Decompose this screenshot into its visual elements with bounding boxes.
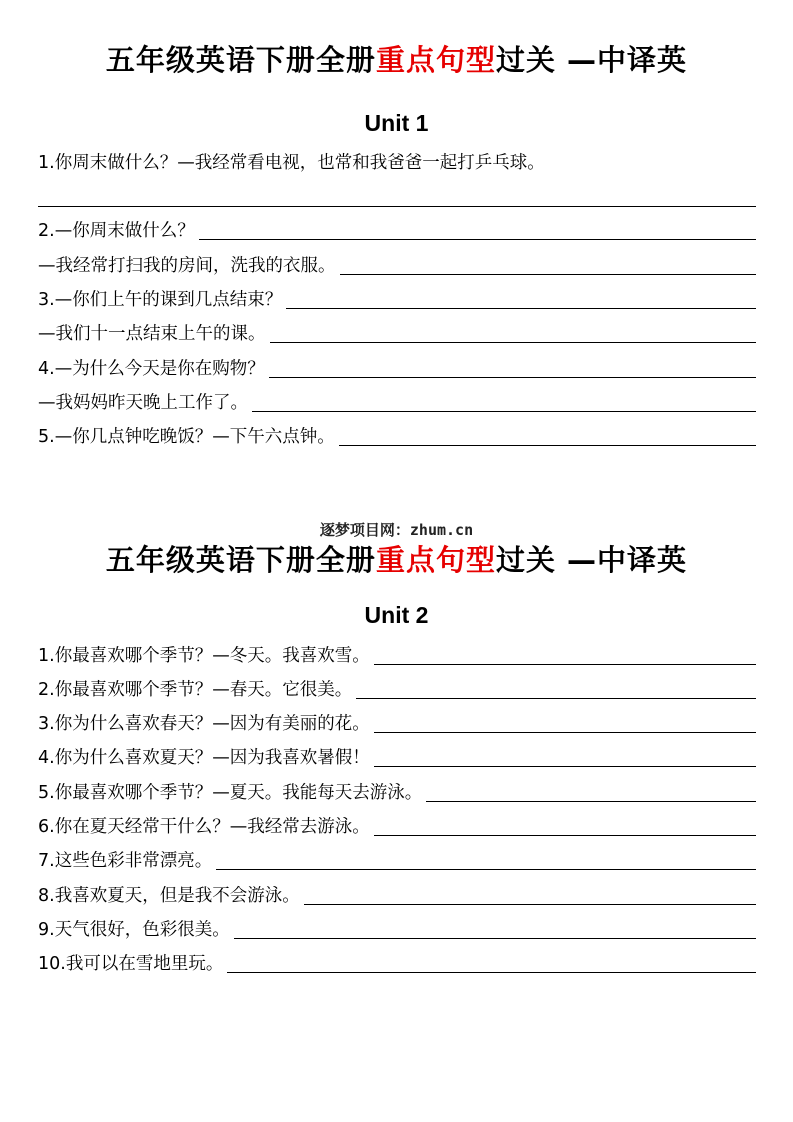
- answer-line[interactable]: [356, 698, 756, 699]
- question-row: [38, 712, 756, 734]
- answer-line[interactable]: [269, 377, 756, 378]
- answer-line[interactable]: [374, 664, 756, 665]
- answer-line[interactable]: [339, 445, 756, 446]
- answer-line[interactable]: [426, 801, 756, 802]
- question-text: 5.你最喜欢哪个季节？—夏天。我能每天去游泳。: [38, 783, 423, 803]
- question-text: 2.—你周末做什么？: [38, 221, 195, 241]
- answer-line[interactable]: [286, 308, 756, 309]
- watermark: 逐梦项目网：zhum.cn: [319, 521, 474, 539]
- question-row: [38, 952, 756, 974]
- question-row: [38, 644, 756, 666]
- title-part-1: 五年级英语下册全册: [105, 43, 376, 77]
- question-text: 3.—你们上午的课到几点结束？: [38, 290, 283, 310]
- question-text: 4.你为什么喜欢夏天？—因为我喜欢暑假！: [38, 748, 370, 768]
- answer-line[interactable]: [374, 732, 756, 733]
- question-text: —我妈妈昨天晚上工作了。: [38, 393, 248, 413]
- question-row: [38, 254, 756, 276]
- title-highlight: 重点句型: [375, 43, 496, 77]
- question-text: 4.—为什么今天是你在购物？: [38, 359, 265, 379]
- question-row: [38, 219, 756, 241]
- answer-line[interactable]: [234, 938, 756, 939]
- question-text: 1.你周末做什么？—我经常看电视，也常和我爸爸一起打乒乓球。: [38, 153, 545, 173]
- question-row: [38, 425, 756, 447]
- question-text: 9.天气很好，色彩很美。: [38, 920, 230, 940]
- answer-line[interactable]: [216, 869, 756, 870]
- question-text: 5.—你几点钟吃晚饭？—下午六点钟。: [38, 427, 335, 447]
- answer-line[interactable]: [340, 274, 757, 275]
- question-text: 7.这些色彩非常漂亮。: [38, 851, 213, 871]
- unit-heading-1: Unit 1: [364, 110, 429, 136]
- question-text: —我经常打扫我的房间，洗我的衣服。: [38, 256, 336, 276]
- question-text: 2.你最喜欢哪个季节？—春天。它很美。: [38, 680, 353, 700]
- question-text: 1.你最喜欢哪个季节？—冬天。我喜欢雪。: [38, 646, 370, 666]
- question-row: [38, 849, 756, 871]
- question-text: —我们十一点结束上午的课。: [38, 324, 266, 344]
- unit-heading-2: Unit 2: [364, 602, 429, 628]
- question-row: [38, 322, 756, 344]
- answer-line[interactable]: [304, 904, 756, 905]
- question-row: [38, 288, 756, 310]
- answer-line[interactable]: [199, 239, 756, 240]
- answer-line[interactable]: [270, 342, 757, 343]
- question-row: [38, 815, 756, 837]
- question-row: [38, 678, 756, 700]
- title-part-2: 过关 —中译英: [495, 43, 688, 77]
- answer-line[interactable]: [374, 835, 756, 836]
- answer-line[interactable]: [374, 766, 756, 767]
- question-row: [38, 357, 756, 379]
- question-row: [38, 918, 756, 940]
- title-highlight: 重点句型: [375, 543, 496, 577]
- worksheet-title-2: [0, 538, 793, 579]
- question-text: 6.你在夏天经常干什么？—我经常去游泳。: [38, 817, 370, 837]
- question-text: 3.你为什么喜欢春天？—因为有美丽的花。: [38, 714, 370, 734]
- question-row: [38, 746, 756, 768]
- question-text: 10.我可以在雪地里玩。: [38, 954, 224, 974]
- title-part-1: 五年级英语下册全册: [105, 543, 376, 577]
- answer-line[interactable]: [38, 206, 756, 207]
- worksheet-title-1: [0, 38, 793, 79]
- question-text: 8.我喜欢夏天，但是我不会游泳。: [38, 886, 300, 906]
- title-part-2: 过关 —中译英: [495, 543, 688, 577]
- question-row: [38, 391, 756, 413]
- question-row: [38, 884, 756, 906]
- question-row: [38, 151, 756, 173]
- question-row: [38, 781, 756, 803]
- answer-line[interactable]: [252, 411, 756, 412]
- answer-line[interactable]: [227, 972, 756, 973]
